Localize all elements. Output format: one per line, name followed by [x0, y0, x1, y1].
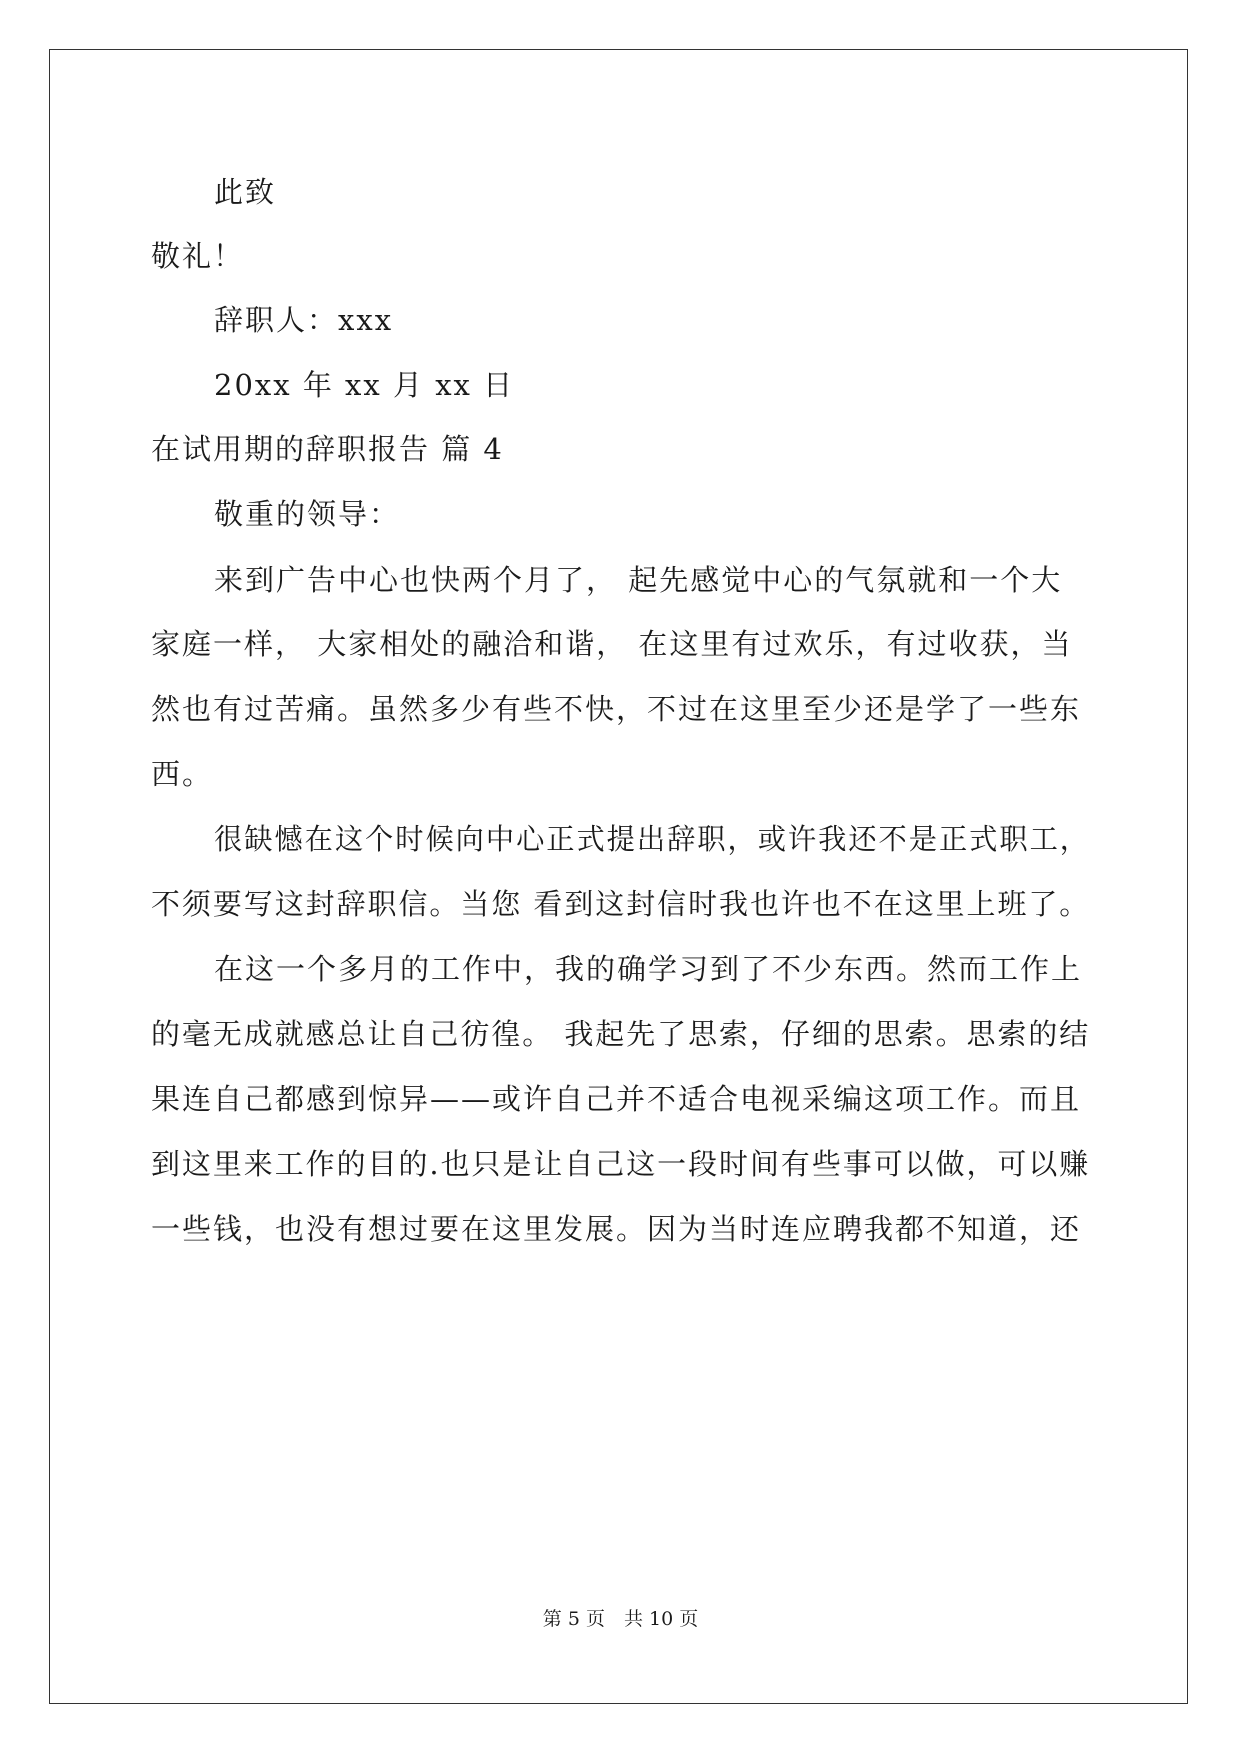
- paragraph-line: 在这一个多月的工作中，我的确学习到了不少东西。然而工作上: [214, 952, 1083, 986]
- paragraph-line: 很缺憾在这个时候向中心正式提出辞职，或许我还不是正式职工，: [214, 822, 1091, 856]
- paragraph-line: 的毫无成就感总让自己彷徨。 我起先了思索，仔细的思索。思索的结: [151, 1017, 1091, 1051]
- closing-regards: 敬礼！: [151, 239, 245, 273]
- paragraph-line: 然也有过苦痛。虽然多少有些不快，不过在这里至少还是学了一些东: [151, 692, 1082, 726]
- paragraph-line: 不须要写这封辞职信。当您 看到这封信时我也许也不在这里上班了。: [151, 887, 1091, 921]
- paragraph-line: 家庭一样， 大家相处的融洽和谐， 在这里有过欢乐，有过收获，当: [151, 627, 1073, 661]
- date-line: 20xx 年 xx 月 xx 日: [214, 368, 515, 402]
- paragraph-line: 到这里来工作的目的.也只是让自己这一段时间有些事可以做，可以赚: [151, 1147, 1091, 1181]
- section-heading: 在试用期的辞职报告 篇 4: [151, 432, 504, 466]
- paragraph-line: 西。: [151, 757, 214, 791]
- page-number: 第 5 页 共 10 页: [542, 1608, 699, 1630]
- greeting: 敬重的领导：: [214, 497, 401, 531]
- paragraph-line: 果连自己都感到惊异——或许自己并不适合电视采编这项工作。而且: [151, 1082, 1082, 1116]
- signature-line: 辞职人：xxx: [214, 303, 394, 337]
- paragraph-line: 来到广告中心也快两个月了， 起先感觉中心的气氛就和一个大: [214, 563, 1063, 597]
- closing-salutation: 此致: [214, 175, 277, 209]
- page-border: [49, 49, 1188, 1704]
- paragraph-line: 一些钱，也没有想过要在这里发展。因为当时连应聘我都不知道，还: [151, 1212, 1082, 1246]
